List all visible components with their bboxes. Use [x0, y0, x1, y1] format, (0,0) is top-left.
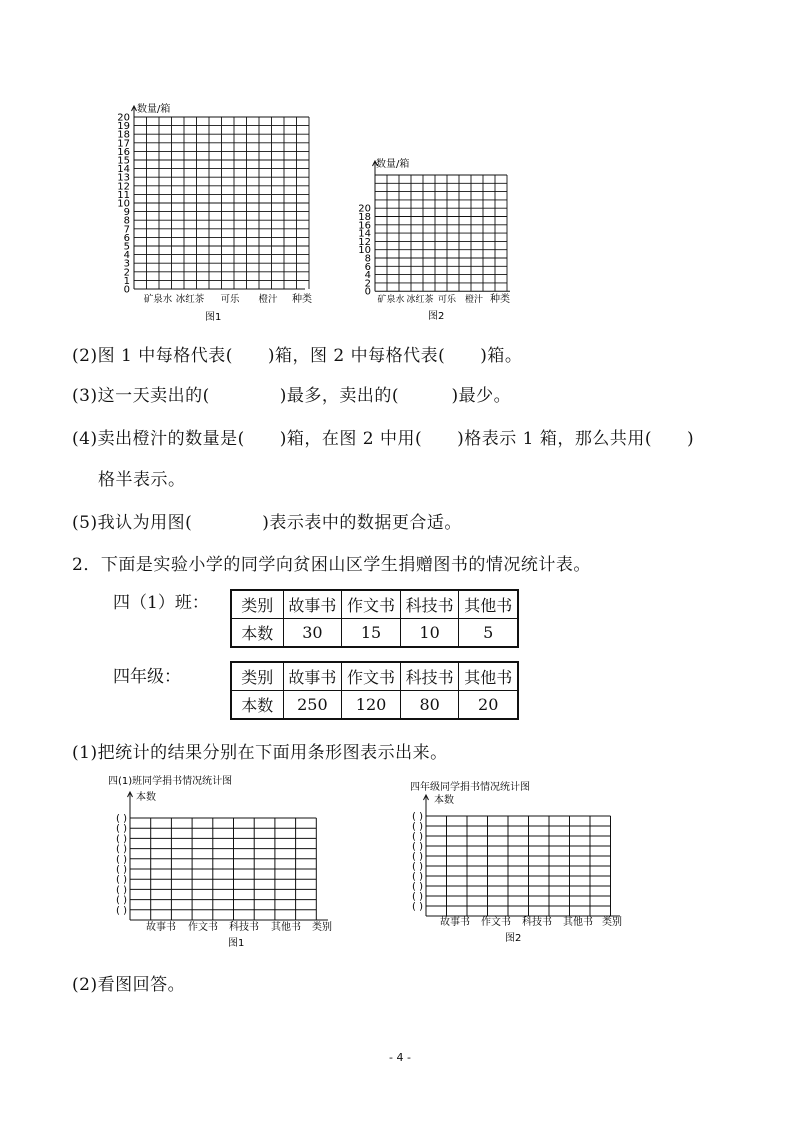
- chart2-grid: [373, 161, 511, 291]
- grade-cell-4: 20: [459, 691, 518, 720]
- chart1-ytick: 13: [117, 172, 130, 184]
- class-header-2: 作文书: [342, 590, 401, 619]
- chart1-caption: 图1: [205, 312, 222, 323]
- chart2-categories: [377, 293, 483, 305]
- books1-ytick: ( ): [116, 884, 127, 896]
- class-cell-0: 本数: [231, 619, 283, 648]
- chart2-yticks: [358, 204, 371, 298]
- books-chart2-grid: [424, 795, 621, 916]
- grade-header-0: 类别: [231, 662, 283, 691]
- books2-ytick: ( ): [412, 881, 423, 893]
- books2-ytick: ( ): [412, 901, 423, 913]
- chart1-category: 矿泉水: [143, 294, 173, 305]
- books1-category: 科技书: [229, 922, 259, 933]
- chart1-ytick: 6: [123, 232, 130, 244]
- class-header-3: 科技书: [400, 590, 459, 619]
- chart1-ytick: 5: [123, 241, 130, 253]
- chart1-ytick: 12: [117, 181, 130, 193]
- books-chart-class: [90, 770, 350, 955]
- chart1-categories: [144, 293, 278, 305]
- chart1-ytick: 4: [123, 250, 130, 262]
- grade-cell-3: 80: [400, 691, 459, 720]
- grade-header-3: 科技书: [400, 662, 459, 691]
- chart1-ytick: 18: [117, 129, 130, 141]
- class-label: 四（1）班：: [113, 593, 209, 613]
- drink-chart-1: [110, 100, 340, 325]
- books2-ytick: ( ): [412, 811, 423, 823]
- chart2-ytick: 18: [358, 212, 371, 223]
- question-3: (3)这一天卖出的( )最多，卖出的( )最少。: [72, 386, 512, 406]
- chart2-ytick: 14: [358, 228, 371, 240]
- books2-category: 故事书: [440, 917, 470, 928]
- grade-table: [230, 661, 519, 720]
- chart1-ytick: 9: [123, 207, 130, 219]
- grade-header-1: 故事书: [283, 662, 342, 691]
- chart2-ytick: 12: [358, 236, 371, 248]
- books2-ytick: ( ): [412, 831, 423, 843]
- books2-ytick: ( ): [412, 891, 423, 903]
- chart2-category: 冰红茶: [406, 295, 434, 305]
- books2-ytick: ( ): [412, 841, 423, 853]
- grade-header-2: 作文书: [342, 662, 401, 691]
- books-chart1-ylabel: 本数: [136, 792, 156, 803]
- chart2-ytick: 2: [364, 278, 371, 290]
- drink-chart-2: [350, 155, 530, 325]
- books-chart-grade: [388, 776, 648, 951]
- chart2-ytick: 16: [358, 220, 371, 232]
- chart2-ytick: 6: [364, 261, 371, 273]
- books-chart2-ylabel: 本数: [434, 795, 454, 806]
- chart1-xlabel: 种类: [292, 294, 312, 305]
- class-header-0: 类别: [231, 590, 283, 619]
- chart1-ytick: 0: [123, 284, 130, 296]
- class-cell-3: 10: [400, 619, 459, 648]
- question-4: (4)卖出橙汁的数量是( )箱，在图 2 中用( )格表示 1 箱，那么共用( ): [72, 429, 695, 449]
- chart1-ytick: 14: [117, 164, 130, 176]
- chart1-ytick: 1: [123, 275, 130, 287]
- chart1-ytick: 7: [123, 224, 130, 236]
- books-chart2-title: 四年级同学捐书情况统计图: [410, 782, 530, 793]
- books1-category: 作文书: [188, 922, 218, 933]
- chart1-ytick: 3: [123, 258, 130, 270]
- chart2-category: 矿泉水: [377, 295, 405, 305]
- class-cell-2: 15: [342, 619, 401, 648]
- chart1-ytick: 17: [117, 138, 130, 150]
- chart2-xlabel: 种类: [490, 294, 510, 305]
- chart2-ytick: 20: [358, 203, 371, 215]
- books1-ytick: ( ): [116, 895, 127, 907]
- class-cell-4: 5: [459, 619, 518, 648]
- books-chart1-grid: [128, 792, 329, 920]
- books2-ytick: ( ): [412, 871, 423, 883]
- chart2-category: 橙汁: [464, 295, 484, 305]
- problem-2: 2．下面是实验小学的同学向贫困山区学生捐赠图书的情况统计表。: [72, 555, 591, 575]
- books-chart1-categories: [146, 920, 301, 933]
- chart1-ytick: 19: [117, 121, 130, 133]
- books1-ytick: ( ): [116, 874, 127, 886]
- chart1-ytick: 15: [117, 155, 130, 167]
- books1-ytick: ( ): [116, 823, 127, 835]
- chart1-ytick: 11: [117, 189, 130, 201]
- problem-2-1: (1)把统计的结果分别在下面用条形图表示出来。: [72, 743, 448, 763]
- class-header-4: 其他书: [459, 590, 518, 619]
- books2-category: 其他书: [563, 917, 593, 928]
- chart1-ylabel: 数量/箱: [137, 104, 171, 115]
- books1-ytick: ( ): [116, 854, 127, 866]
- books-chart2-xlabel: 类别: [602, 917, 622, 928]
- books2-category: 科技书: [522, 917, 552, 928]
- grade-label: 四年级：: [113, 667, 181, 687]
- grade-cell-1: 250: [283, 691, 342, 720]
- chart1-category: 可乐: [220, 294, 240, 305]
- books-chart1-yticks: [116, 814, 127, 917]
- question-5: (5)我认为用图( )表示表中的数据更合适。: [72, 513, 462, 533]
- grade-cell-2: 120: [342, 691, 401, 720]
- chart2-ytick: 10: [358, 245, 371, 257]
- chart1-grid: [132, 106, 310, 289]
- books2-category: 作文书: [481, 917, 511, 928]
- chart2-ytick: 4: [364, 270, 371, 282]
- chart1-category: 橙汁: [258, 294, 278, 305]
- chart2-caption: 图2: [428, 311, 445, 322]
- books-chart2-yticks: [412, 812, 423, 913]
- chart2-ytick: 8: [364, 253, 371, 265]
- chart2-ytick: 0: [364, 286, 371, 298]
- books1-ytick: ( ): [116, 813, 127, 825]
- grade-header-4: 其他书: [459, 662, 518, 691]
- chart1-ytick: 20: [117, 112, 130, 124]
- question-2: (2)图 1 中每格代表( )箱，图 2 中每格代表( )箱。: [72, 346, 523, 366]
- page-number: - 4 -: [389, 1051, 411, 1064]
- chart2-ylabel: 数量/箱: [376, 159, 410, 170]
- class-table: [230, 589, 519, 648]
- chart1-ytick: 10: [117, 198, 130, 210]
- chart1-yticks: [117, 113, 130, 296]
- books-chart1-title: 四(1)班同学捐书情况统计图: [108, 776, 233, 787]
- books1-ytick: ( ): [116, 833, 127, 845]
- books-chart2-categories: [440, 915, 593, 928]
- books2-ytick: ( ): [412, 861, 423, 873]
- books-chart2-caption: 图2: [505, 933, 522, 944]
- books-chart1-caption: 图1: [228, 938, 245, 949]
- books1-ytick: ( ): [116, 905, 127, 917]
- question-4-cont: 格半表示。: [98, 470, 186, 490]
- class-header-1: 故事书: [283, 590, 342, 619]
- grade-cell-0: 本数: [231, 691, 283, 720]
- books2-ytick: ( ): [412, 851, 423, 863]
- chart1-ytick: 2: [123, 267, 130, 279]
- chart1-ytick: 16: [117, 146, 130, 158]
- books2-ytick: ( ): [412, 821, 423, 833]
- chart1-ytick: 8: [123, 215, 130, 227]
- chart1-category: 冰红茶: [175, 294, 205, 305]
- books1-ytick: ( ): [116, 864, 127, 876]
- chart2-category: 可乐: [437, 295, 457, 305]
- books1-category: 故事书: [146, 922, 176, 933]
- books1-ytick: ( ): [116, 844, 127, 856]
- problem-2-2: (2)看图回答。: [72, 975, 186, 995]
- books1-category: 其他书: [271, 922, 301, 933]
- books-chart1-xlabel: 类别: [312, 922, 332, 933]
- class-cell-1: 30: [283, 619, 342, 648]
